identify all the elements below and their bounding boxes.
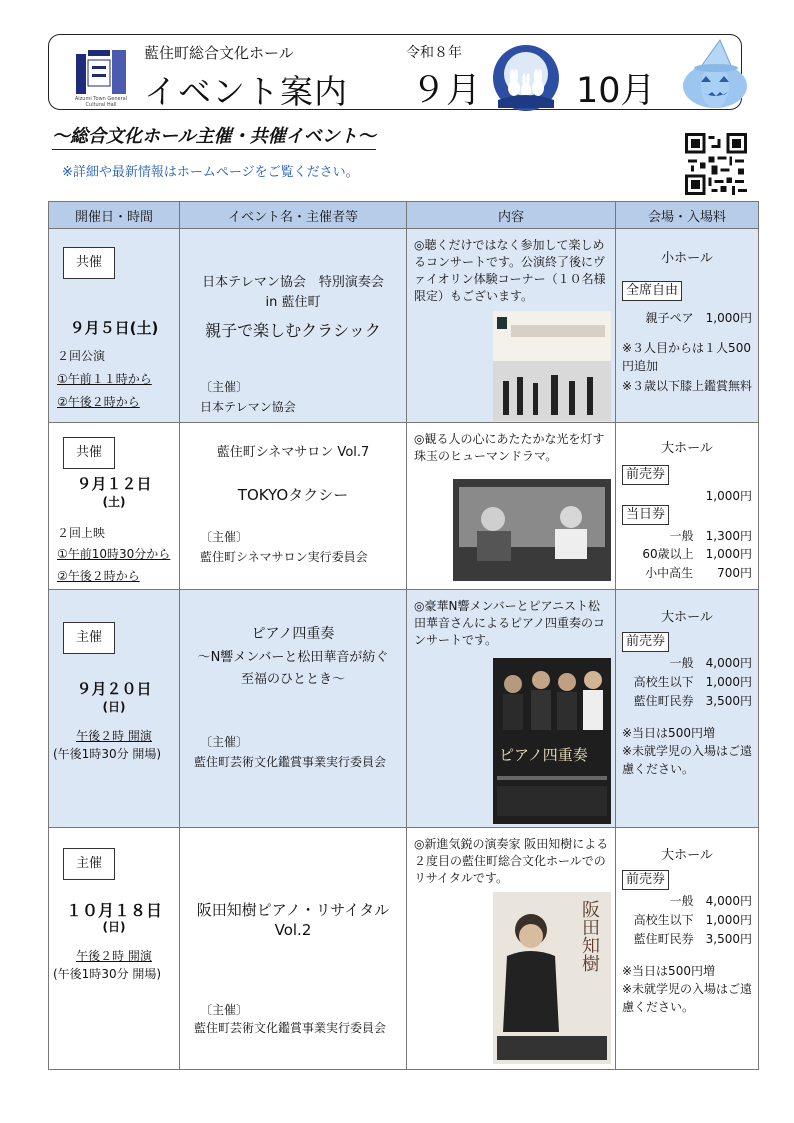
- price-line: 小中高生 700円: [645, 566, 752, 580]
- advance-ticket-badge: 前売券: [622, 870, 669, 890]
- month-september: ９月: [411, 71, 482, 111]
- start-time: 午後２時 開演: [76, 729, 152, 743]
- header-date-time: 開催日・時間: [49, 202, 180, 229]
- event-line: 藍住町シネマサロン Vol.7: [216, 445, 370, 460]
- price-line: 一般 4,000円: [669, 656, 752, 670]
- movie-still-image: [453, 479, 611, 581]
- event-title: ピアノ四重奏: [251, 626, 335, 642]
- date-cell: [49, 229, 180, 423]
- event-description: ◎観る人の心にあたたかな光を灯す珠玉のヒューマンドラマ。: [414, 432, 605, 463]
- organizer: 藍住町シネマサロン実行委員会: [200, 550, 368, 564]
- door-ticket-badge: 当日券: [622, 505, 669, 525]
- event-description: ◎聴くだけではなく参加して楽しめるコンサートです。公演終了後にヴァイオリン体験コーナー（１０名様限定）もございます。: [414, 238, 606, 303]
- schedule-line: ②午後２時から: [57, 395, 140, 409]
- table-row: [49, 229, 759, 423]
- content-cell: [407, 423, 616, 590]
- organizer: 藍住町芸術文化鑑賞事業実行委員会: [194, 1021, 387, 1035]
- date-cell: [49, 828, 180, 1070]
- price-line: 藍住町民券 3,500円: [633, 932, 752, 946]
- schedule-line: ①午前10時30分から: [57, 547, 171, 561]
- price-note: ※３歳以下膝上鑑賞無料: [622, 379, 753, 393]
- price-line: 高校生以下 1,000円: [633, 675, 752, 689]
- host-badge: 主催: [63, 848, 115, 880]
- pumpkin-icon: [680, 38, 750, 110]
- date-cell: [49, 423, 180, 590]
- host-badge: 主催: [63, 622, 115, 654]
- table-row: [49, 828, 759, 1070]
- event-date: １０月１８日: [65, 901, 162, 920]
- poster-title: 阪田知樹: [579, 900, 600, 972]
- org-name: 藍住町総合文化ホール: [144, 44, 294, 62]
- event-date: ９月２０日: [76, 680, 152, 698]
- event-line: 日本テレマン協会 特別演奏会: [202, 275, 384, 290]
- organizer: 藍住町芸術文化鑑賞事業実行委員会: [194, 755, 387, 769]
- moon-rabbits-icon: [490, 42, 562, 114]
- price-note: ※３人目からは１人500円追加: [622, 341, 751, 373]
- event-weekday: (土): [102, 495, 126, 509]
- event-line: ～N響メンバーと松田華音が紡ぐ: [197, 650, 389, 665]
- section-heading: ～総合文化ホール主催・共催イベント～: [52, 122, 376, 150]
- price-line: 親子ペア 1,000円: [645, 311, 752, 325]
- concert-poster-image: [493, 658, 611, 824]
- price-line: 藍住町民券 3,500円: [633, 694, 752, 708]
- event-title: 親子で楽しむクラシック: [205, 321, 381, 340]
- event-title: 阪田知樹ピアノ・リサイタル: [196, 901, 390, 919]
- event-date: ９月１２日: [76, 475, 152, 493]
- price-note: ※当日は500円増: [622, 964, 715, 978]
- price-line: 60歳以上 1,000円: [642, 547, 752, 561]
- organizer-label: 〔主催〕: [200, 380, 249, 394]
- door-time: (午後1時30分 開場): [53, 747, 162, 761]
- price-note: ※未就学児の入場はご遠慮ください。: [622, 982, 753, 1014]
- event-line: 至福のひととき～: [240, 672, 345, 687]
- hall-logo-icon: [68, 44, 132, 104]
- price-line: 一般 1,300円: [669, 529, 752, 543]
- event-line: Vol.2: [274, 921, 312, 939]
- venue-cell: [616, 828, 759, 1070]
- door-time: (午後1時30分 開場): [53, 967, 162, 981]
- era-label: 令和８年: [406, 45, 462, 61]
- schedule-line: ２回公演: [57, 349, 106, 363]
- event-description: ◎豪華N響メンバーとピアニスト松田華音さんによるピアノ四重奏のコンサートです。: [414, 599, 606, 647]
- advance-ticket-badge: 前売券: [622, 465, 669, 485]
- event-cell: [180, 423, 407, 590]
- ticket-type-badge: 全席自由: [622, 281, 682, 301]
- header-event-name: イベント名・主催者等: [180, 202, 407, 229]
- event-description: ◎新進気鋭の演奏家 阪田知樹による２度目の藍住町総合文化ホールでのリサイタルです。: [414, 837, 609, 885]
- event-weekday: (日): [102, 700, 126, 714]
- schedule-line: ②午後２時から: [57, 569, 140, 583]
- organizer: 日本テレマン協会: [200, 400, 296, 414]
- date-cell: [49, 590, 180, 828]
- event-line: in 藍住町: [265, 295, 321, 310]
- event-title: TOKYOタクシー: [237, 486, 349, 504]
- start-time: 午後２時 開演: [76, 949, 152, 963]
- table-row: [49, 590, 759, 828]
- schedule-line: ①午前１１時から: [57, 372, 152, 386]
- organizer-label: 〔主催〕: [200, 1003, 249, 1017]
- qr-code-icon[interactable]: [684, 133, 748, 195]
- event-date: ９月５日(土): [69, 319, 159, 337]
- content-cell: [407, 828, 616, 1070]
- event-flyer-image: [493, 311, 611, 421]
- venue-name: 大ホール: [661, 441, 713, 456]
- organizer-label: 〔主催〕: [200, 530, 249, 544]
- event-weekday: (日): [102, 920, 126, 934]
- venue-cell: [616, 423, 759, 590]
- venue-name: 大ホール: [661, 848, 713, 863]
- venue-name: 小ホール: [661, 251, 713, 266]
- content-cell: [407, 590, 616, 828]
- venue-name: 大ホール: [661, 610, 713, 625]
- recital-poster-image: [493, 892, 611, 1064]
- schedule-line: ２回上映: [57, 526, 106, 540]
- header-content: 内容: [407, 202, 616, 229]
- homepage-note: ※詳細や最新情報はホームページをご覧ください。: [62, 165, 359, 180]
- page-title: イベント案内: [144, 72, 348, 111]
- price-note: ※当日は500円増: [622, 726, 715, 740]
- venue-cell: [616, 229, 759, 423]
- cohost-badge: 共催: [63, 437, 115, 469]
- event-cell: [180, 828, 407, 1070]
- month-october: 10月: [576, 71, 656, 111]
- organizer-label: 〔主催〕: [200, 735, 249, 749]
- poster-title: ピアノ四重奏: [499, 746, 588, 764]
- table-row: [49, 423, 759, 590]
- price-line: 高校生以下 1,000円: [633, 913, 752, 927]
- price-note: ※未就学児の入場はご遠慮ください。: [622, 744, 753, 776]
- header-venue-fee: 会場・入場料: [616, 202, 759, 229]
- logo-caption: Aizumi Town General Cultural Hall: [74, 96, 128, 108]
- advance-ticket-badge: 前売券: [622, 632, 669, 652]
- event-table: [48, 201, 759, 1070]
- cohost-badge: 共催: [63, 247, 115, 279]
- price-line: 一般 4,000円: [669, 894, 752, 908]
- content-cell: [407, 229, 616, 423]
- venue-cell: [616, 590, 759, 828]
- event-cell: [180, 590, 407, 828]
- price-line: 1,000円: [705, 489, 752, 503]
- event-cell: [180, 229, 407, 423]
